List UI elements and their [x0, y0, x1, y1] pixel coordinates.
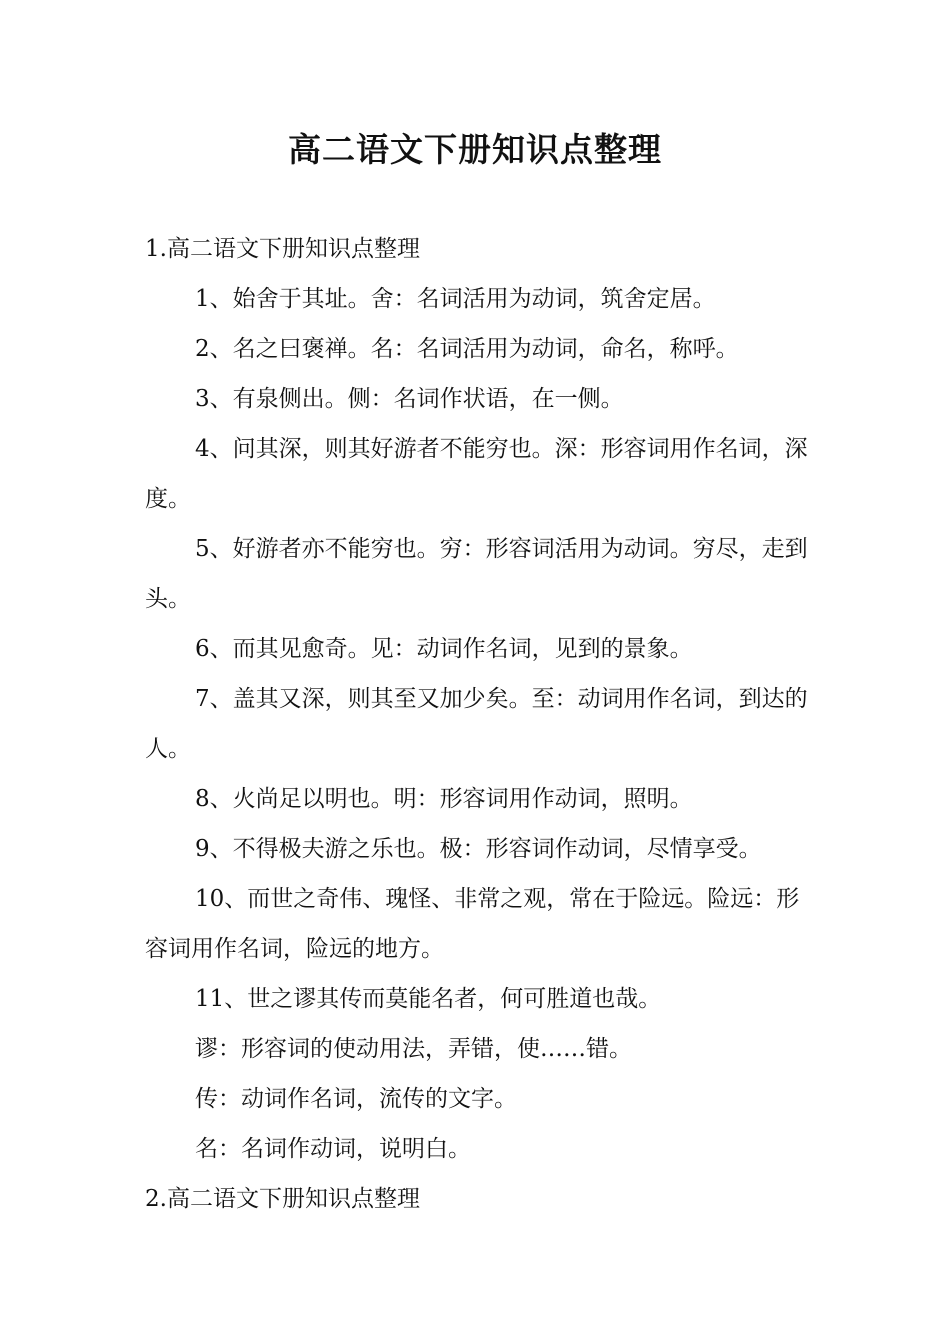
paragraph: 7、盖其又深，则其至又加少矣。至：动词用作名词，到达的人。 — [145, 686, 808, 762]
document-title: 高二语文下册知识点整理 — [288, 130, 662, 169]
paragraph: 名：名词作动词，说明白。 — [195, 1136, 471, 1162]
section-heading: 2.高二语文下册知识点整理 — [145, 1186, 420, 1212]
paragraph: 4、问其深，则其好游者不能穷也。深：形容词用作名词，深度。 — [145, 436, 808, 512]
paragraph: 2、名之曰褒禅。名：名词活用为动词，命名，称呼。 — [195, 336, 739, 362]
paragraph: 谬：形容词的使动用法，弄错，使……错。 — [195, 1036, 632, 1062]
paragraph: 8、火尚足以明也。明：形容词用作动词，照明。 — [195, 786, 693, 812]
paragraph: 6、而其见愈奇。见：动词作名词，见到的景象。 — [195, 636, 693, 662]
section-heading: 1.高二语文下册知识点整理 — [145, 236, 420, 262]
paragraph: 5、好游者亦不能穷也。穷：形容词活用为动词。穷尽，走到头。 — [145, 536, 808, 612]
paragraph: 3、有泉侧出。侧：名词作状语，在一侧。 — [195, 386, 624, 412]
paragraph: 1、始舍于其址。舍：名词活用为动词，筑舍定居。 — [195, 286, 716, 312]
document-body — [145, 224, 810, 1224]
paragraph: 11、世之谬其传而莫能名者，何可胜道也哉。 — [195, 986, 662, 1012]
paragraph: 9、不得极夫游之乐也。极：形容词作动词，尽情享受。 — [195, 836, 762, 862]
paragraph: 传：动词作名词，流传的文字。 — [195, 1086, 517, 1112]
paragraph: 10、而世之奇伟、瑰怪、非常之观，常在于险远。险远：形容词用作名词，险远的地方。 — [145, 886, 800, 962]
